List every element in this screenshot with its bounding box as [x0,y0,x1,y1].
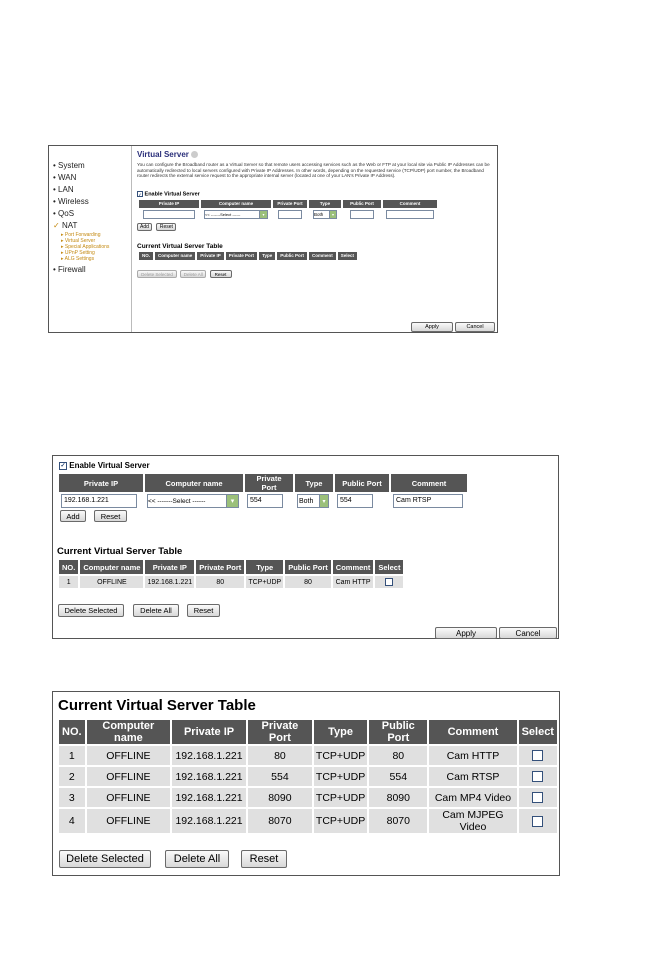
header-type: Type [259,252,275,260]
page-title: Virtual Server [137,150,493,159]
reset-table-button[interactable]: Reset [210,270,232,278]
reset-table-button[interactable]: Reset [241,850,287,868]
header-private-ip: Private IP [59,474,143,492]
header-private-ip: Private IP [172,720,246,744]
cell-select [519,809,557,833]
apply-button[interactable]: Apply [435,627,497,639]
delete-selected-button[interactable]: Delete Selected [137,270,177,278]
header-computer-name: Computer name [145,474,243,492]
virtual-server-table-zoom [52,691,560,876]
header-public-port: Public Port [285,560,331,574]
header-no: NO. [139,252,153,260]
cell-private-ip: 192.168.1.221 [145,576,194,588]
header-comment: Comment [391,474,467,492]
table-row [59,746,557,765]
sidebar-nav [53,160,109,276]
sidebar-item-wan[interactable]: • WAN [53,173,77,182]
cell-comment: Cam RTSP [429,767,516,786]
header-public-port: Public Port [277,252,307,260]
delete-all-button[interactable]: Delete All [165,850,229,868]
header-type: Type [309,200,341,208]
subnav-virtual-server[interactable]: ▸ Virtual Server [61,238,96,244]
header-select: Select [338,252,357,260]
table-title: Current Virtual Server Table [57,546,183,557]
chevron-down-icon: ▾ [259,211,267,218]
cell-computer-name: OFFLINE [87,809,171,833]
cell-private-ip: 192.168.1.221 [172,746,246,765]
router-page-screenshot [48,145,498,333]
cell-public-port: 80 [369,746,427,765]
delete-selected-button[interactable]: Delete Selected [59,850,151,868]
private-ip-input[interactable]: 192.168.1.221 [61,494,137,508]
cell-no: 4 [59,809,85,833]
header-private-port: Private Port [248,720,312,744]
private-port-input[interactable] [278,210,302,219]
sidebar-item-nat[interactable]: ✓ NAT [53,221,78,230]
type-select[interactable]: Both ▾ [313,210,337,219]
enable-virtual-server-row: ✓ Enable Virtual Server [59,461,150,470]
cell-no: 3 [59,788,85,807]
reset-table-button[interactable]: Reset [187,604,220,617]
header-no: NO. [59,560,78,574]
header-public-port: Public Port [335,474,389,492]
cell-select [375,576,403,588]
cell-public-port: 8070 [369,809,427,833]
virtual-server-form-zoom [52,455,559,639]
delete-all-button[interactable]: Delete All [133,604,179,617]
header-select: Select [375,560,403,574]
type-select[interactable]: Both ▾ [297,494,329,508]
header-comment: Comment [429,720,516,744]
table-buttons [137,270,493,278]
header-no: NO. [59,720,85,744]
header-comment: Comment [383,200,437,208]
subnav-special-applications[interactable]: ▸ Special Applications [61,244,110,250]
virtual-server-form-table [137,198,439,222]
reset-button[interactable]: Reset [94,510,127,522]
subnav-port-forwarding[interactable]: ▸ Port Forwarding [61,232,101,238]
header-public-port: Public Port [343,200,381,208]
cancel-button[interactable]: Cancel [499,627,557,639]
add-button[interactable]: Add [60,510,86,522]
cell-computer-name: OFFLINE [87,746,171,765]
current-virtual-server-table [57,558,405,590]
check-icon: ✓ [53,221,60,230]
sidebar-item-wireless[interactable]: • Wireless [53,197,89,206]
header-select: Select [519,720,557,744]
cell-private-ip: 192.168.1.221 [172,788,246,807]
comment-input[interactable] [386,210,434,219]
cell-private-port: 554 [248,767,312,786]
computer-name-select[interactable]: << -------Select ------ ▾ [204,210,268,219]
row-select-checkbox[interactable] [532,792,543,803]
cell-private-port: 80 [248,746,312,765]
enable-virtual-server-row: ✓ Enable Virtual Server [137,191,493,197]
cell-select [519,746,557,765]
header-type: Type [295,474,333,492]
cell-comment: Cam HTTP [333,576,374,588]
public-port-input[interactable]: 554 [337,494,373,508]
cell-comment: Cam MJPEG Video [429,809,516,833]
current-virtual-server-table [57,718,559,835]
sidebar-item-system[interactable]: • System [53,161,85,170]
cell-private-port: 80 [196,576,244,588]
header-public-port: Public Port [369,720,427,744]
row-select-checkbox[interactable] [385,578,393,586]
row-select-checkbox[interactable] [532,750,543,761]
header-computer-name: Computer name [201,200,271,208]
header-computer-name: Computer name [80,560,143,574]
header-type: Type [246,560,283,574]
header-type: Type [314,720,367,744]
row-select-checkbox[interactable] [532,816,543,827]
private-port-input[interactable]: 554 [247,494,283,508]
cell-select [519,767,557,786]
header-private-ip: Private IP [145,560,194,574]
chevron-down-icon: ▾ [319,495,328,507]
header-private-ip: Private IP [197,252,224,260]
form-buttons [137,223,493,231]
add-button[interactable]: Add [137,223,152,231]
cell-no: 1 [59,746,85,765]
sidebar [49,146,132,332]
delete-all-button[interactable]: Delete All [180,270,206,278]
apply-button[interactable]: Apply [411,322,453,332]
header-comment: Comment [333,560,374,574]
cell-computer-name: OFFLINE [87,788,171,807]
cell-type: TCP+UDP [314,746,367,765]
public-port-input[interactable] [350,210,374,219]
cell-private-ip: 192.168.1.221 [172,767,246,786]
table-row [59,788,557,807]
table-row [59,767,557,786]
header-private-port: Private Port [273,200,307,208]
cell-public-port: 554 [369,767,427,786]
sidebar-item-firewall[interactable]: • Firewall [53,265,86,274]
header-private-port: Private Port [226,252,257,260]
cell-computer-name: OFFLINE [80,576,143,588]
subnav-upnp-setting[interactable]: ▸ UPnP Setting [61,250,95,256]
enable-virtual-server-checkbox[interactable] [137,191,143,197]
current-virtual-server-table [137,250,359,262]
chevron-down-icon: ▾ [226,495,238,507]
cell-private-port: 8070 [248,809,312,833]
cell-public-port: 80 [285,576,331,588]
header-private-port: Private Port [245,474,293,492]
private-ip-input[interactable] [143,210,195,219]
cell-type: TCP+UDP [246,576,283,588]
cell-type: TCP+UDP [314,767,367,786]
cell-type: TCP+UDP [314,809,367,833]
header-computer-name: Computer name [87,720,171,744]
subnav-alg-settings[interactable]: ▸ ALG Settings [61,256,95,262]
header-computer-name: Computer name [155,252,195,260]
cell-private-port: 8090 [248,788,312,807]
cell-comment: Cam MP4 Video [429,788,516,807]
table-title: Current Virtual Server Table [137,242,223,250]
enable-virtual-server-checkbox[interactable] [59,462,67,470]
cell-no: 1 [59,576,78,588]
row-select-checkbox[interactable] [532,771,543,782]
cell-private-ip: 192.168.1.221 [172,809,246,833]
comment-input[interactable]: Cam RTSP [393,494,463,508]
cell-select [519,788,557,807]
delete-selected-button[interactable]: Delete Selected [58,604,124,617]
cell-public-port: 8090 [369,788,427,807]
computer-name-select[interactable]: << -------Select ------ ▾ [147,494,239,508]
header-comment: Comment [309,252,336,260]
table-title: Current Virtual Server Table [58,697,256,714]
virtual-server-form-table [57,472,469,510]
header-private-port: Private Port [196,560,244,574]
header-private-ip: Private IP [139,200,199,208]
sidebar-item-lan[interactable]: • LAN [53,185,74,194]
table-row [59,809,557,833]
chevron-down-icon: ▾ [329,211,336,218]
cancel-button[interactable]: Cancel [455,322,495,332]
page-description: You can configure the Broadband router as a Virtual Server so that remote users accessing services such as the Web or FTP at your local site via Public IP Addresses can be automatically redirected to local servers configured with Private IP Addresses. In other words, depending on the requested service (TCP/UDP) port number, the Broadband router redirects the external service request to the appropriate internal server (located at one of your LAN's Private IP Address). [137,162,490,178]
main-content [137,150,493,278]
cell-computer-name: OFFLINE [87,767,171,786]
cell-type: TCP+UDP [314,788,367,807]
cell-comment: Cam HTTP [429,746,516,765]
table-row [59,576,403,588]
help-icon[interactable] [191,151,198,158]
reset-button[interactable]: Reset [156,223,176,231]
sidebar-item-qos[interactable]: • QoS [53,209,75,218]
cell-no: 2 [59,767,85,786]
